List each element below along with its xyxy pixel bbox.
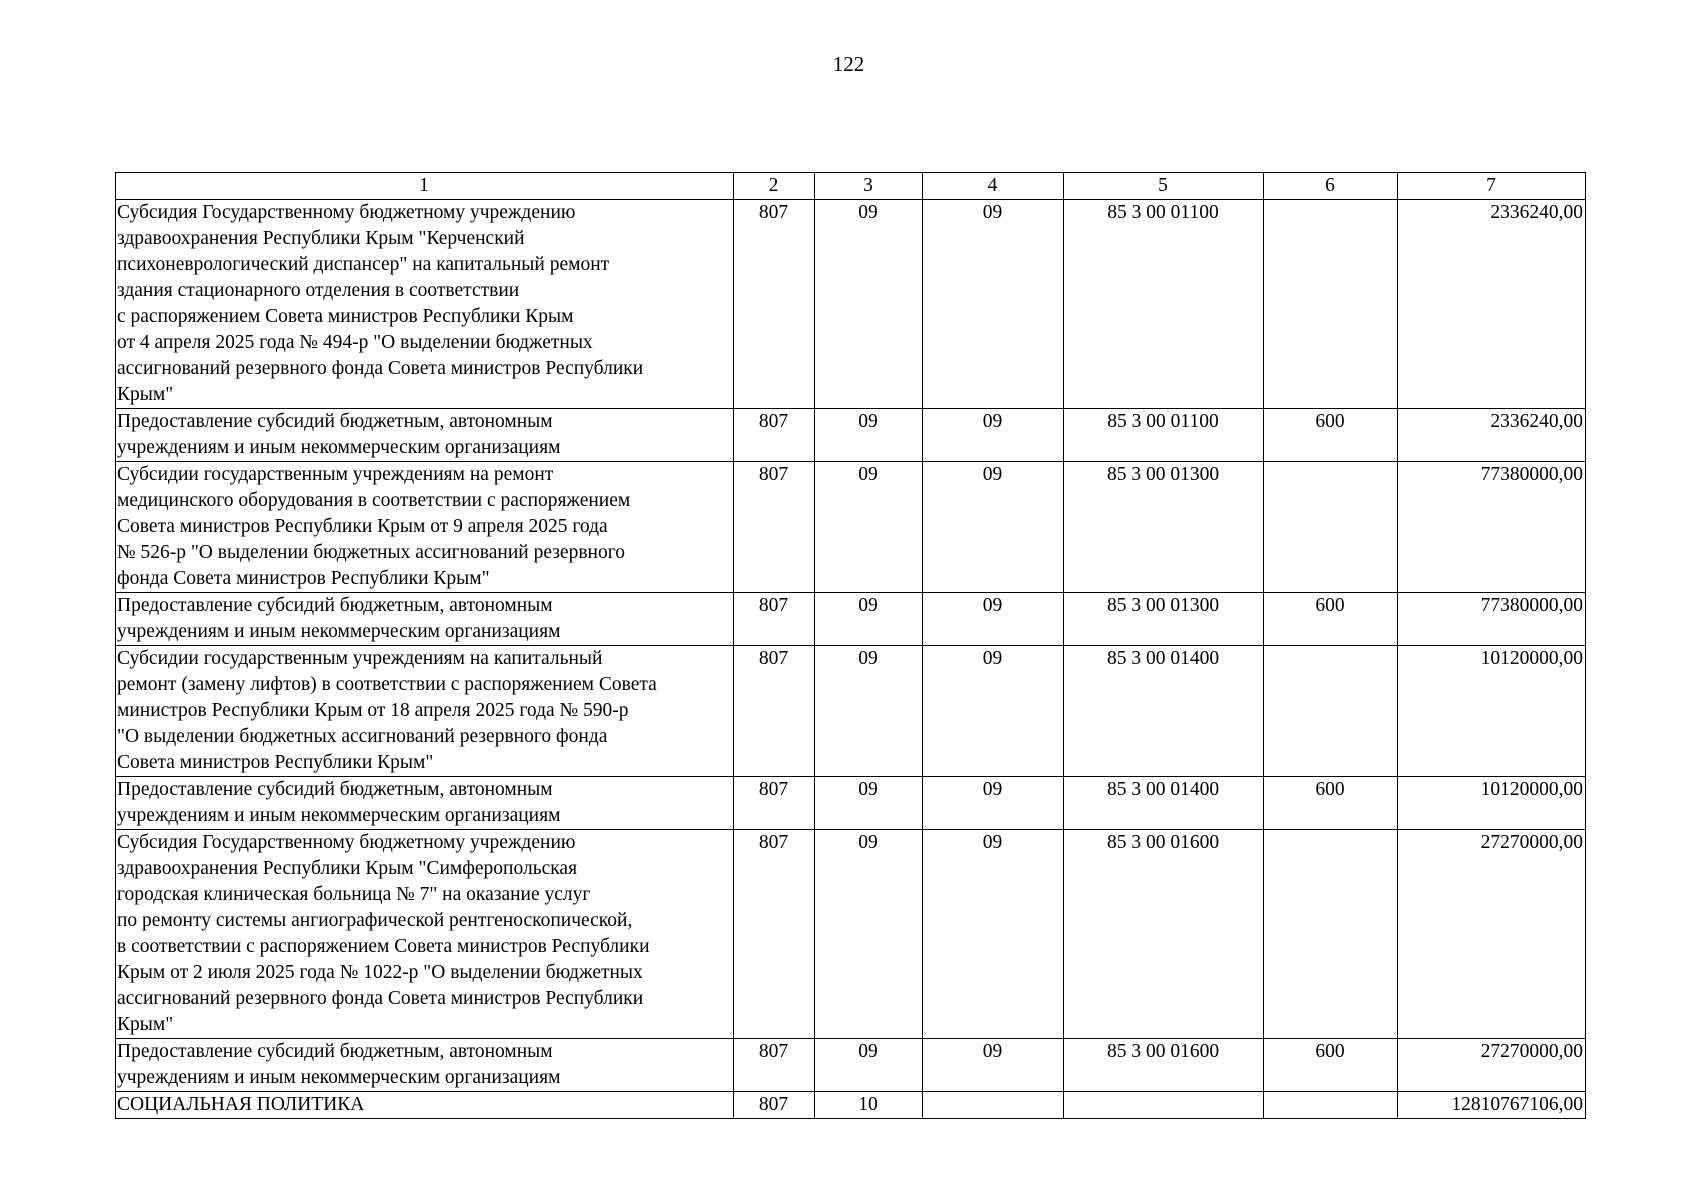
page-number: 122 — [832, 52, 865, 76]
row-target-article: 85 3 00 01300 — [1064, 593, 1264, 646]
row-name: Предоставление субсидий бюджетным, автономным учреждениям и иным некоммерческим организациям — [116, 409, 734, 462]
row-name: Субсидия Государственному бюджетному учреждению здравоохранения Республики Крым "Симферопольская городская клиническая больница № 7" на оказание услуг по ремонту системы ангиографической рентгеноскопической, в соответствии с распоряжением Совета министров Республики Крым от 2 июля 2025 года № 1022-р "О выделении бюджетных ассигнований резервного фонда Совета министров Республики Крым" — [116, 830, 734, 1039]
row-section: 09 — [815, 777, 923, 830]
table-row — [116, 1039, 1586, 1092]
table-row — [116, 200, 1586, 409]
row-amount: 12810767106,00 — [1398, 1092, 1586, 1119]
row-ministry: 807 — [734, 409, 815, 462]
row-ministry: 807 — [734, 1092, 815, 1119]
row-name: Субсидии государственным учреждениям на капитальный ремонт (замену лифтов) в соответствии с распоряжением Совета министров Республики Крым от 18 апреля 2025 года № 590-р "О выделении бюджетных ассигнований резервного фонда Совета министров Республики Крым" — [116, 646, 734, 777]
row-target-article: 85 3 00 01600 — [1064, 830, 1264, 1039]
row-section: 10 — [815, 1092, 923, 1119]
row-expense-type: 600 — [1264, 777, 1398, 830]
row-subsection: 09 — [923, 646, 1064, 777]
row-name: Предоставление субсидий бюджетным, автономным учреждениям и иным некоммерческим организациям — [116, 593, 734, 646]
row-name: Предоставление субсидий бюджетным, автономным учреждениям и иным некоммерческим организациям — [116, 1039, 734, 1092]
row-section: 09 — [815, 462, 923, 593]
header-row — [116, 173, 1586, 200]
row-subsection: 09 — [923, 1039, 1064, 1092]
row-expense-type: 600 — [1264, 409, 1398, 462]
table-row — [116, 462, 1586, 593]
row-subsection: 09 — [923, 830, 1064, 1039]
row-subsection: 09 — [923, 462, 1064, 593]
row-amount: 10120000,00 — [1398, 777, 1586, 830]
budget-table — [115, 172, 1586, 1119]
row-amount: 77380000,00 — [1398, 593, 1586, 646]
row-ministry: 807 — [734, 1039, 815, 1092]
table-row — [116, 593, 1586, 646]
row-amount: 2336240,00 — [1398, 409, 1586, 462]
row-subsection: 09 — [923, 593, 1064, 646]
row-section: 09 — [815, 409, 923, 462]
row-target-article: 85 3 00 01400 — [1064, 646, 1264, 777]
row-target-article: 85 3 00 01300 — [1064, 462, 1264, 593]
row-target-article: 85 3 00 01100 — [1064, 200, 1264, 409]
row-section: 09 — [815, 1039, 923, 1092]
row-name: Предоставление субсидий бюджетным, автономным учреждениям и иным некоммерческим организациям — [116, 777, 734, 830]
row-expense-type — [1264, 200, 1398, 409]
row-expense-type — [1264, 830, 1398, 1039]
row-section: 09 — [815, 593, 923, 646]
row-ministry: 807 — [734, 462, 815, 593]
row-target-article: 85 3 00 01100 — [1064, 409, 1264, 462]
row-ministry: 807 — [734, 646, 815, 777]
row-ministry: 807 — [734, 593, 815, 646]
table-row — [116, 830, 1586, 1039]
table-row — [116, 409, 1586, 462]
row-expense-type: 600 — [1264, 1039, 1398, 1092]
table-row — [116, 777, 1586, 830]
row-ministry: 807 — [734, 777, 815, 830]
header-cell: 2 — [734, 173, 815, 200]
row-expense-type — [1264, 1092, 1398, 1119]
row-subsection: 09 — [923, 200, 1064, 409]
row-amount: 27270000,00 — [1398, 830, 1586, 1039]
header-cell: 1 — [116, 173, 734, 200]
header-cell: 5 — [1064, 173, 1264, 200]
header-cell: 7 — [1398, 173, 1586, 200]
row-subsection: 09 — [923, 777, 1064, 830]
row-subsection: 09 — [923, 409, 1064, 462]
row-amount: 10120000,00 — [1398, 646, 1586, 777]
header-cell: 4 — [923, 173, 1064, 200]
table-row-section-total — [116, 1092, 1586, 1119]
row-section: 09 — [815, 646, 923, 777]
row-expense-type — [1264, 646, 1398, 777]
row-name: Субсидии государственным учреждениям на ремонт медицинского оборудования в соответствии с распоряжением Совета министров Республики Крым от 9 апреля 2025 года № 526-р "О выделении бюджетных ассигнований резервного фонда Совета министров Республики Крым" — [116, 462, 734, 593]
header-cell: 6 — [1264, 173, 1398, 200]
row-amount: 2336240,00 — [1398, 200, 1586, 409]
row-amount: 27270000,00 — [1398, 1039, 1586, 1092]
row-expense-type — [1264, 462, 1398, 593]
row-amount: 77380000,00 — [1398, 462, 1586, 593]
row-name: Субсидия Государственному бюджетному учреждению здравоохранения Республики Крым "Керченский психоневрологический диспансер" на капитальный ремонт здания стационарного отделения в соответствии с распоряжением Совета министров Республики Крым от 4 апреля 2025 года № 494-р "О выделении бюджетных ассигнований резервного фонда Совета министров Республики Крым" — [116, 200, 734, 409]
row-name: СОЦИАЛЬНАЯ ПОЛИТИКА — [116, 1092, 734, 1119]
row-expense-type: 600 — [1264, 593, 1398, 646]
table-row — [116, 646, 1586, 777]
row-section: 09 — [815, 200, 923, 409]
header-cell: 3 — [815, 173, 923, 200]
row-subsection — [923, 1092, 1064, 1119]
row-target-article — [1064, 1092, 1264, 1119]
row-target-article: 85 3 00 01400 — [1064, 777, 1264, 830]
row-target-article: 85 3 00 01600 — [1064, 1039, 1264, 1092]
row-section: 09 — [815, 830, 923, 1039]
row-ministry: 807 — [734, 200, 815, 409]
row-ministry: 807 — [734, 830, 815, 1039]
